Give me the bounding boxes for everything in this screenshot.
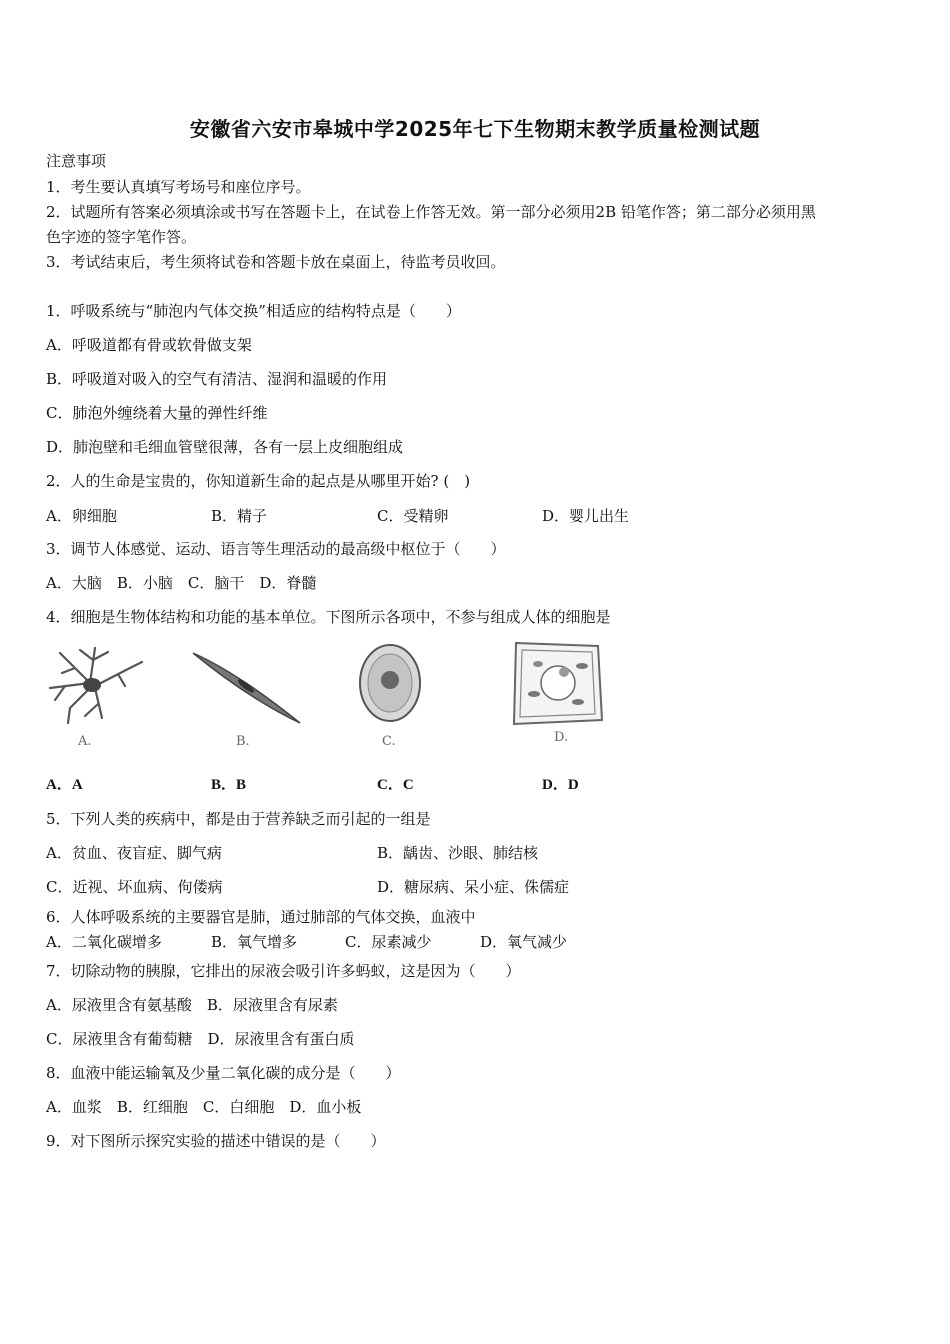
figure-label-c: C.: [382, 734, 396, 749]
q1-option-b: B．呼吸道对吸入的空气有清洁、湿润和温暖的作用: [46, 370, 388, 388]
q5-stem: 5．下列人类的疾病中，都是由于营养缺乏而引起的一组是: [46, 810, 431, 828]
q5-option-a: A．贫血、夜盲症、脚气病: [46, 844, 222, 862]
q7-options-row2: C．尿液里含有葡萄糖 D．尿液里含有蛋白质: [46, 1030, 355, 1048]
notice-item-1: 1．考生要认真填写考场号和座位序号。: [46, 178, 311, 196]
q8-options: A．血浆 B．红细胞 C．白细胞 D．血小板: [46, 1098, 362, 1116]
q1-stem: 1．呼吸系统与“肺泡内气体交换”相适应的结构特点是（ ）: [46, 302, 461, 320]
q7-options-row1: A．尿液里含有氨基酸 B．尿液里含有尿素: [46, 996, 338, 1014]
figure-round-cell: [350, 638, 430, 749]
notice-item-3: 3．考试结束后，考生须将试卷和答题卡放在桌面上，待监考员收回。: [46, 253, 506, 271]
neuron-drawing: [40, 638, 150, 733]
q5-option-d: D．糖尿病、呆小症、侏儒症: [377, 878, 570, 896]
q2-option-a: A．卵细胞: [46, 507, 117, 525]
figure-neuron: [40, 638, 150, 749]
page-title: 安徽省六安市皋城中学2025年七下生物期末教学质量检测试题: [189, 117, 761, 141]
q6-stem: 6．人体呼吸系统的主要器官是肺，通过肺部的气体交换，血液中: [46, 908, 476, 926]
q1-option-d: D．肺泡壁和毛细血管壁很薄，各有一层上皮细胞组成: [46, 438, 404, 456]
q2-stem: 2．人的生命是宝贵的，你知道新生命的起点是从哪里开始? ( ): [46, 472, 471, 490]
q1-option-a: A．呼吸道都有骨或软骨做支架: [46, 336, 252, 354]
q5-option-b: B．龋齿、沙眼、肺结核: [377, 844, 539, 862]
q9-stem: 9．对下图所示探究实验的描述中错误的是（ ）: [46, 1132, 386, 1150]
q2-option-d: D．婴儿出生: [542, 507, 630, 525]
cell-figures: [40, 638, 640, 758]
plant-cell-drawing: [508, 638, 608, 733]
q6-option-b: B．氧气增多: [211, 933, 298, 951]
q6-option-c: C．尿素减少: [345, 933, 432, 951]
round-cell-drawing: [350, 638, 430, 733]
figure-muscle-cell: [188, 638, 308, 749]
notice-item-2-cont: 色字迹的签字笔作答。: [46, 228, 197, 246]
notice-item-2: 2．试题所有答案必须填涂或书写在答题卡上，在试卷上作答无效。第一部分必须用2B 铅笔作答；第二部分必须用黑: [46, 203, 816, 221]
q7-stem: 7．切除动物的胰腺，它排出的尿液会吸引许多蚂蚁，这是因为（ ）: [46, 962, 521, 980]
q1-option-c: C．肺泡外缠绕着大量的弹性纤维: [46, 404, 268, 422]
figure-label-b: B.: [236, 734, 250, 749]
muscle-cell-drawing: [188, 638, 308, 733]
q8-stem: 8．血液中能运输氧及少量二氧化碳的成分是（ ）: [46, 1064, 401, 1082]
notice-heading: 注意事项: [46, 152, 107, 170]
q2-option-c: C．受精卵: [377, 507, 449, 525]
q4-option-c: C．C: [377, 777, 414, 793]
q4-option-a: A．A: [46, 777, 83, 793]
figure-plant-cell: [508, 638, 608, 745]
q3-stem: 3．调节人体感觉、运动、语言等生理活动的最高级中枢位于（ ）: [46, 540, 506, 558]
figure-label-d: D.: [554, 730, 569, 745]
q3-options: A．大脑 B．小脑 C．脑干 D．脊髓: [46, 574, 317, 592]
q5-option-c: C．近视、坏血病、佝偻病: [46, 878, 223, 896]
q4-stem: 4．细胞是生物体结构和功能的基本单位。下图所示各项中，不参与组成人体的细胞是: [46, 608, 611, 626]
figure-label-a: A.: [78, 734, 92, 749]
q6-option-a: A．二氧化碳增多: [46, 933, 162, 951]
q4-option-d: D．D: [542, 777, 579, 793]
q6-option-d: D．氧气减少: [480, 933, 568, 951]
q2-option-b: B．精子: [211, 507, 268, 525]
q4-option-b: B．B: [211, 777, 247, 793]
